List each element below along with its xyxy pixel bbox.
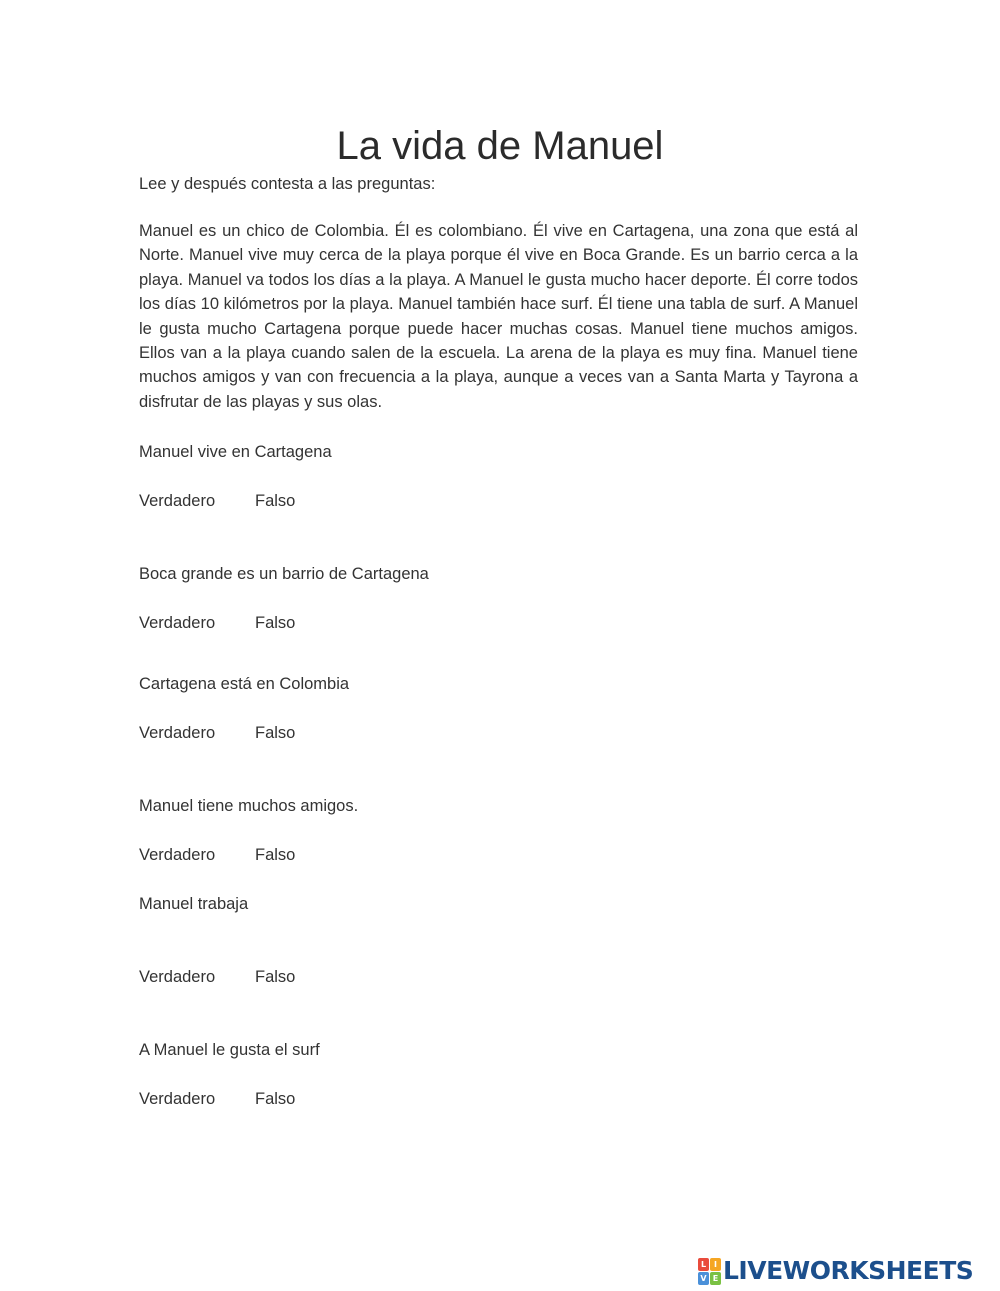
option-falso[interactable]: Falso [255,614,296,632]
page-title: La vida de Manuel [336,124,664,168]
option-verdadero[interactable]: Verdadero [139,846,216,864]
answer-options-5 [139,965,295,989]
option-verdadero[interactable]: Verdadero [139,614,216,632]
liveworksheets-logo [698,1256,973,1286]
question-1: Manuel vive en Cartagena [139,443,332,461]
option-falso[interactable]: Falso [255,1090,296,1108]
question-3: Cartagena está en Colombia [139,675,350,693]
logo-text: LIVEWORKSHEETS [723,1256,974,1285]
option-verdadero[interactable]: Verdadero [139,968,216,986]
option-verdadero[interactable]: Verdadero [139,492,216,510]
question-5: Manuel trabaja [139,895,249,913]
question-2: Boca grande es un barrio de Cartagena [139,565,429,583]
logo-letter-v: V [698,1272,709,1285]
answer-options-2 [139,611,295,635]
option-falso[interactable]: Falso [255,968,296,986]
reading-passage: Manuel es un chico de Colombia. Él es colombiano. Él vive en Cartagena, una zona que está al Norte. Manuel vive muy cerca de la playa porque él vive en Boca Grande. Es un barrio cerca a la playa. Manuel va todos los días a la playa. A Manuel le gusta mucho hacer deporte. Él corre todos los días 10 kilómetros por la playa. Manuel también hace surf. Él tiene una tabla de surf. A Manuel le gusta mucho Cartagena porque puede hacer muchas cosas. Manuel tiene muchos amigos. Ellos van a la playa cuando salen de la escuela. La arena de la playa es muy fina. Manuel tiene muchos amigos y van con frecuencia a la playa, aunque a veces van a Santa Marta y Tayrona a disfrutar de las playas y sus olas. [139,222,858,411]
answer-options-3 [139,721,295,745]
question-6: A Manuel le gusta el surf [139,1041,320,1059]
option-falso[interactable]: Falso [255,846,296,864]
liveworksheets-logo-icon [698,1258,720,1284]
question-4: Manuel tiene muchos amigos. [139,797,359,815]
answer-options-1 [139,489,295,513]
instructions: Lee y después contesta a las preguntas: [139,175,436,193]
logo-letter-i: I [710,1258,721,1271]
answer-options-6 [139,1087,295,1111]
option-verdadero[interactable]: Verdadero [139,724,216,742]
logo-letter-l: L [698,1258,709,1271]
option-falso[interactable]: Falso [255,724,296,742]
option-verdadero[interactable]: Verdadero [139,1090,216,1108]
option-falso[interactable]: Falso [255,492,296,510]
answer-options-4 [139,843,295,867]
logo-letter-e: E [710,1272,721,1285]
